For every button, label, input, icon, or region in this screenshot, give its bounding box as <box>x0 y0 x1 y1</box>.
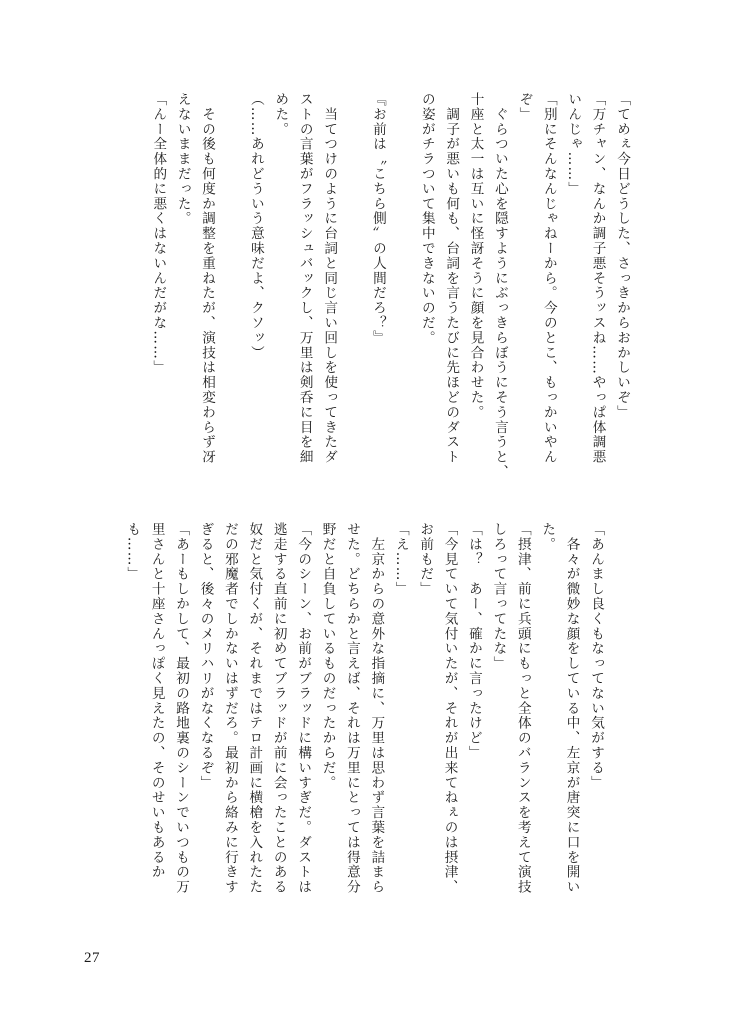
text-column: 「え……」 <box>392 522 409 597</box>
text-column: 調子が悪いも何も、台詞を言うたびに先ほどのダスト <box>443 92 460 465</box>
text-column: ぐらついた心を隠すようにぶっきらぼうにそう言うと、 <box>491 92 508 480</box>
text-column: だの邪魔者でしかないはずだろ。最初から絡みに行きす <box>221 522 238 895</box>
text-column: 「摂津、前に兵頭にもっと全体のバランスを考えて演技 <box>514 522 531 895</box>
text-column: しろって言ってたな」 <box>490 522 507 671</box>
text-column: いんじゃ……」 <box>565 92 582 197</box>
text-column: せた。どちらかと言えば、それは万里にとっては得意分 <box>343 522 360 895</box>
text-column: 「今のシーン、お前がブラッドに構いすぎだ。ダストは <box>295 522 312 895</box>
text-column: 「てめぇ今日どうした、さっきからおかしいぞ」 <box>614 92 630 420</box>
text-column: 「んー全体的に悪くはないんだがな……」 <box>150 92 167 376</box>
text-column: の姿がチラついて集中できないのだ。 <box>418 92 435 346</box>
text-column: めた。 <box>272 92 289 137</box>
text-column: えないままだった。 <box>174 92 191 227</box>
text-column: （……あれどういう意味だよ、クソッ） <box>247 92 264 361</box>
text-column: その後も何度か調整を重ねたが、演技は相変わらず冴 <box>199 92 216 465</box>
text-column: 「あーもしかして、最初の路地裏のシーンでいつもの万 <box>173 522 190 895</box>
text-column: も……」 <box>124 522 141 582</box>
text-column: 奴だと気付くが、それまではテロ計画に横槍を入れたた <box>246 522 263 895</box>
text-column: 当てつけのように台詞と同じ言い回しを使ってきたダ <box>321 92 338 465</box>
text-column: 左京からの意外な指摘に、万里は思わず言葉を詰まら <box>368 522 385 895</box>
text-column: 十座と太一は互いに怪訝そうに顔を見合わせた。 <box>467 92 484 420</box>
text-column: 『お前は〝こちら側〟の人間だろ？』 <box>369 92 386 346</box>
upper-text-block <box>134 92 634 502</box>
text-column: 逃走する直前に初めてブラッドが前に会ったことのある <box>270 522 287 895</box>
lower-text-block <box>124 522 608 942</box>
text-column: ぎると、後々のメリハリがなくなるぞ」 <box>197 522 214 791</box>
text-column: お前もだ」 <box>417 522 434 597</box>
page-number: 27 <box>84 950 100 966</box>
text-column: 「は？ あー、確かに言ったけど」 <box>465 522 482 761</box>
text-column <box>390 92 414 502</box>
text-column: ぞ」 <box>516 92 533 122</box>
text-column: 「今見ていて気付いたが、それが出来てねぇのは摂津、 <box>441 522 458 895</box>
text-column: 野だと自負しているものだったからだ。 <box>319 522 336 791</box>
text-column: ストの言葉がフラッシュバックし、万里は剣呑に目を細 <box>296 92 313 465</box>
text-column <box>219 92 243 502</box>
text-column <box>341 92 365 502</box>
text-column: 里さんと十座さんっぽく見えたの、そのせいもあるか <box>148 522 165 880</box>
text-column: 「あんまし良くもなってない気がする」 <box>588 522 604 791</box>
text-column: た。 <box>539 522 556 552</box>
text-column: 各々が微妙な顔をしている中、左京が唐突に口を開い <box>563 522 580 895</box>
text-column: 「万チャン、なんか調子悪そうッスね……やっぱ体調悪 <box>589 92 606 465</box>
text-column: 「別にそんなんじゃねーから。今のとこ、もっかいやん <box>540 92 557 465</box>
